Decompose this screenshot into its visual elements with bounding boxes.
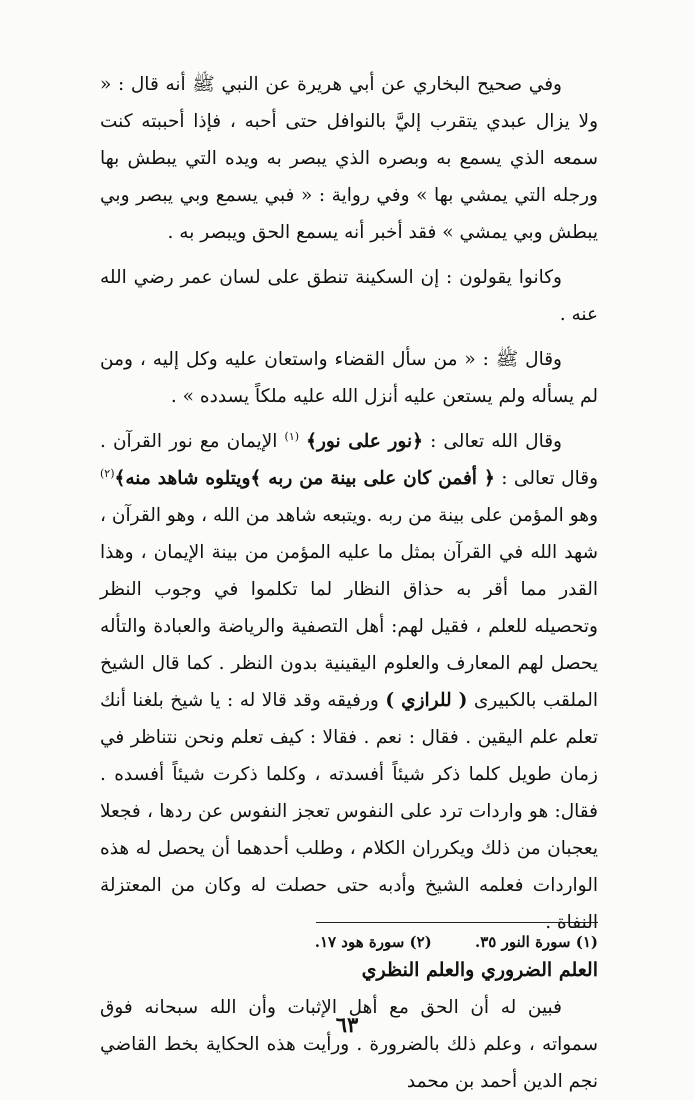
quran-quote: ﴿ أفمن كان على بينة من ربه ﴾ويتلوه شاهد منه﴾: [114, 468, 495, 489]
quran-quote: ﴿نور على نور﴾: [306, 431, 423, 452]
name-reference: ( للرازي ): [385, 690, 468, 711]
paragraph-qada: وقال ﷺ : « من سأل القضاء واستعان عليه وكل إليه ، ومن لم يسأله ولم يستعن عليه أنزل الله عليه ملكاً يسدده » .: [100, 349, 598, 407]
paragraph-ithbat: فبين له أن الحق مع أهل الإثبات وأن الله سبحانه فوق سمواته ، وعلم ذلك بالضرورة . ورأيت هذه الحكاية بخط القاضي نجم الدين أحمد بن محمد: [100, 997, 598, 1092]
text-segment: ورفيقه وقد قالا له : يا شيخ بلغنا أنك تعلم علم اليقين . فقال : نعم . فقالا : كيف تعلم ونحن نتناظر في زمان طويل كلما ذكر شيئاً أفسدته ، وكلما ذكرت شيئاً أفسده . فقال: هو واردات ترد على النفوس تعجز النفوس عن ردها ، فجعلا يعجبان من ذلك ويكرران الكلام ، وطلب أحدهما أن يحصل له هذه الواردات فعلمه الشيخ وأدبه حتى حصلت له وكان من المعتزلة النفاة .: [100, 690, 598, 933]
footnote-ref: (١): [284, 429, 300, 443]
paragraph-sakina: وكانوا يقولون : إن السكينة تنطق على لسان عمر رضي الله عنه .: [100, 267, 598, 325]
paragraph-quran-verses: [100, 423, 598, 941]
paragraph-hadith-bukhari: وفي صحيح البخاري عن أبي هريرة عن النبي ﷺ أنه قال : « ولا يزال عبدي يتقرب إليَّ بالنوافل حتى أحبه ، فإذا أحببته كنت سمعه الذي يسمع به وبصره الذي يبصر به ويده التي يبطش بها ورجله التي يمشي بها » وفي رواية : « فبي يسمع وبي يبصر وبي يبطش وبي يمشي » فقد أخبر أنه يسمع الحق ويبصر به .: [100, 74, 598, 243]
footnote-divider: [316, 922, 598, 923]
footnote-ref: (٢): [100, 466, 115, 480]
page-number: ٦٣: [335, 1012, 359, 1037]
section-heading: العلم الضروري والعلم النظري: [361, 959, 598, 981]
text-segment: وهو المؤمن على بينة من ربه .ويتبعه شاهد من الله ، وهو القرآن ، شهد الله في القرآن بمثل ما عليه المؤمن من بينة الإيمان ، وهذا القدر مما أقر به حذاق النظار لما تكلموا في وجوب النظر وتحصيله للعلم ، فقيل لهم: أهل التصفية والرياضة والعبادة والتأله يحصل لهم المعارف والعلوم اليقينية بدون النظر . كما قال الشيخ الملقب بالكبيرى: [100, 505, 598, 711]
footnotes: [100, 928, 598, 956]
text-segment: الإيمان مع نور القرآن . وقال تعالى :: [100, 431, 599, 489]
footnote-2: (٢) سورة هود ١٧.: [314, 933, 432, 951]
footnote-1: (١) سورة النور ٣٥.: [475, 933, 598, 951]
text-segment: وقال الله تعالى :: [422, 431, 562, 452]
